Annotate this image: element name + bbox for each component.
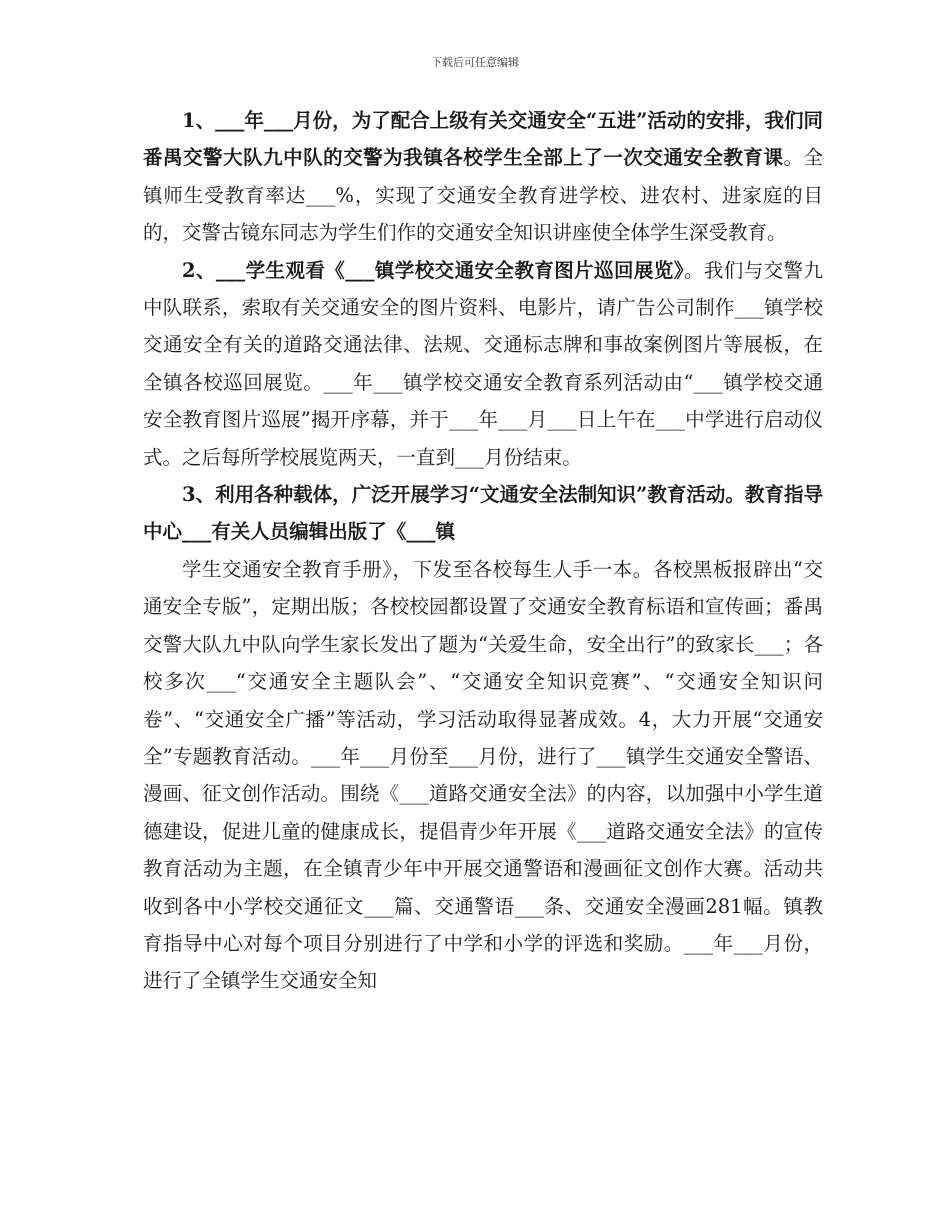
paragraph-2-text: 。我们与交警九中队联系，索取有关交通安全的图片资料、电影片，请广告公司制作___镇学校交通安全有关的道路交通法律、法规、交通标志牌和事故案例图片等展板，在全镇各校巡回展览。___年___镇学校交通安全教育系列活动由“___镇学校交通安全教育图片巡展”揭开序幕，并于___年___月___日上午在___中学进行启动仪式。之后每所学校展览两天，一直到___月份结束。 <box>143 258 823 469</box>
document-body <box>143 102 823 1000</box>
paragraph-2-heading: 2、___学生观看《___镇学校交通安全教育图片巡回展览》 <box>182 258 684 282</box>
paragraph-2 <box>143 252 823 476</box>
paragraph-3-heading: 3、利用各种载体，广泛开展学习“文通安全法制知识”教育活动。教育指导中心___有关人员编辑出版了《___镇 <box>143 483 823 544</box>
paragraph-3 <box>143 476 823 551</box>
page-header: 下载后可任意编辑 <box>431 56 519 69</box>
paragraph-4 <box>143 551 823 1000</box>
paragraph-1-heading: 1、___年___月份，为了配合上级有关交通安全“五进”活动的安排，我们同番禺交警大队九中队的交警为我镇各校学生全部上了一次交通安全教育课 <box>143 109 823 170</box>
paragraph-1 <box>143 102 823 252</box>
paragraph-4-text: 学生交通安全教育手册》，下发至各校每生人手一本。各校黑板报辟出“交通安全专版”，定期出版；各校校园都设置了交通安全教育标语和宣传画；番禺交警大队九中队向学生家长发出了题为“关爱生命，安全出行”的致家长___；各校多次___“交通安全主题队会”、“交通安全知识竞赛”、“交通安全知识问卷”、“交通安全广播”等活动，学习活动取得显著成效。4，大力开展“交通安全”专题教育活动。___年___月份至___月份，进行了___镇学生交通安全警语、漫画、征文创作活动。围绕《___道路交通安全法》的内容，以加强中小学生道德建设，促进儿童的健康成长，提倡青少年开展《___道路交通安全法》的宣传教育活动为主题，在全镇青少年中开展交通警语和漫画征文创作大赛。活动共收到各中小学校交通征文___篇、交通警语___条、交通安全漫画281幅。镇教育指导中心对每个项目分别进行了中学和小学的评选和奖励。___年___月份，进行了全镇学生交通安全知 <box>143 557 823 993</box>
paragraph-1-text: 。全镇师生受教育率达___%，实现了交通安全教育进学校、进农村、进家庭的目的，交警古镜东同志为学生们作的交通安全知识讲座使全体学生深受教育。 <box>143 146 823 245</box>
